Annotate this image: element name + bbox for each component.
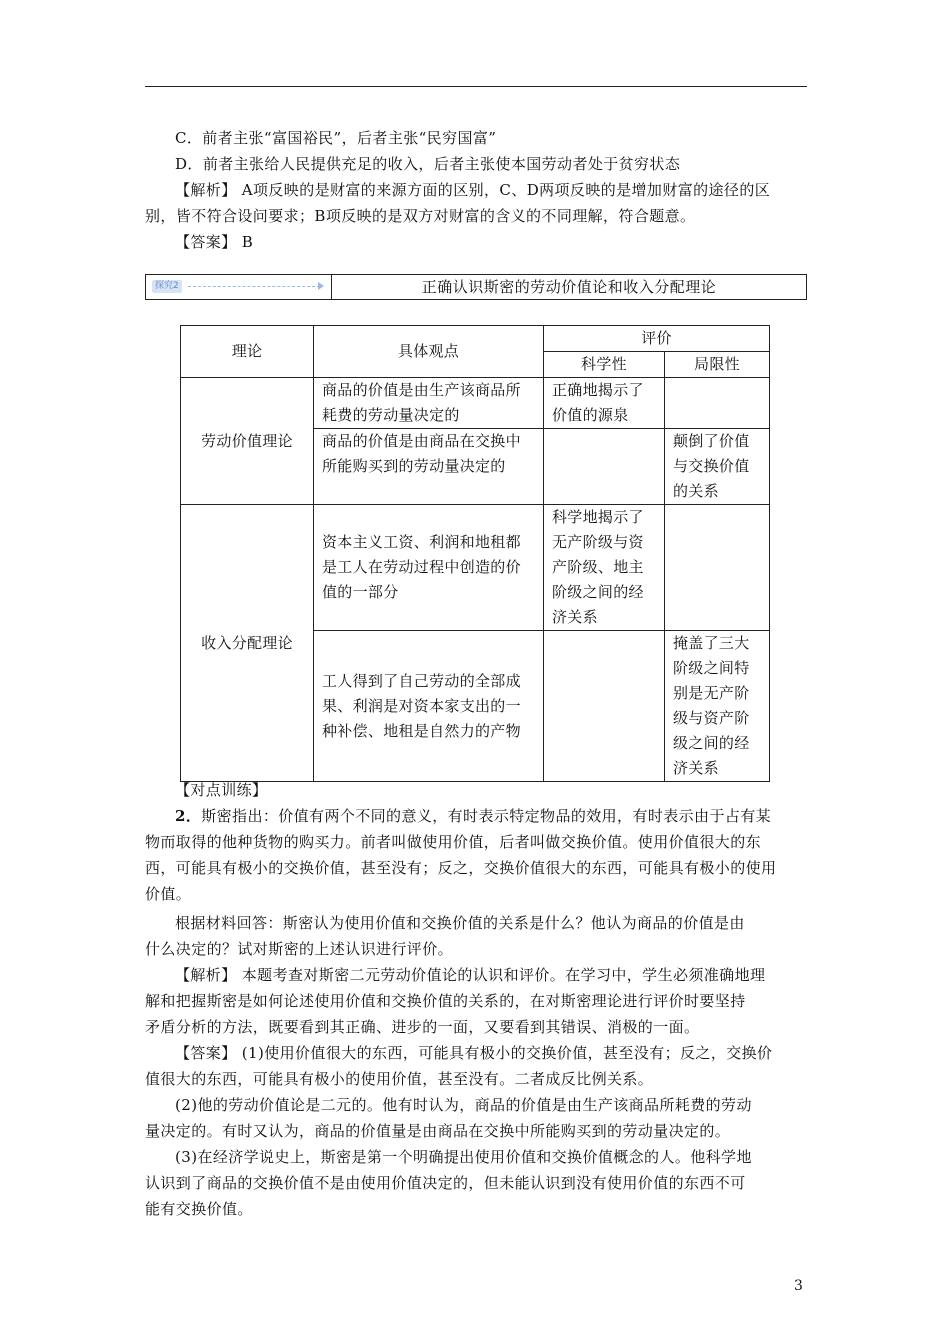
- header-theory: 理论: [181, 326, 314, 378]
- view-cell: 商品的价值是由商品在交换中所能购买到的劳动量决定的: [314, 429, 544, 505]
- answer2-line-4: 量决定的。有时又认为，商品的价值量是由商品在交换中所能购买到的劳动量决定的。: [145, 1122, 731, 1140]
- header-rule: [145, 86, 807, 87]
- arrow-icon: [318, 282, 324, 290]
- question-line-1: [175, 803, 807, 829]
- analysis-line-1: [175, 177, 807, 203]
- header-scientific: 科学性: [544, 352, 665, 378]
- answer2-line-3: (2)他的劳动价值论是二元的。他有时认为，商品的价值是由生产该商品所耗费的劳动: [175, 1096, 752, 1114]
- theory-table: [180, 325, 770, 782]
- option-d: D．前者主张给人民提供充足的收入，后者主张使本国劳动者处于贫穷状态: [175, 155, 681, 173]
- answer-line: [175, 229, 807, 255]
- section-banner: [145, 274, 807, 300]
- practice-heading: 【对点训练】: [175, 781, 268, 799]
- answer2-line-5: (3)在经济学说史上，斯密是第一个明确提出使用价值和交换价值概念的人。他科学地: [175, 1148, 752, 1166]
- analysis-line-2: 别，皆不符合设问要求；B项反映的是双方对财富的含义的不同理解，符合题意。: [145, 207, 696, 225]
- page-number: 3: [794, 1278, 803, 1294]
- analysis2-line-2: 解和把握斯密是如何论述使用价值和交换价值的关系的，在对斯密理论进行评价时要坚持: [145, 992, 746, 1010]
- analysis2-text: 本题考查对斯密二元劳动价值论的认识和评价。在学习中，学生必须准确地理: [236, 966, 766, 984]
- option-c: C．前者主张“富国裕民”，后者主张“民穷国富”: [175, 129, 497, 147]
- analysis-text: A项反映的是财富的来源方面的区别，C、D两项反映的是增加财富的途径的区: [236, 181, 771, 199]
- analysis2-line-1: [175, 962, 807, 988]
- explore-tag: 探究2: [152, 280, 182, 293]
- header-limitation: 局限性: [665, 352, 770, 378]
- ask-line-2: 什么决定的？试对斯密的上述认识进行评价。: [145, 940, 454, 958]
- answer2-line-6: 认识到了商品的交换价值不是由使用价值决定的，但未能认识到没有使用价值的东西不可: [145, 1174, 746, 1192]
- scientific-cell: 正确地揭示了价值的源泉: [544, 378, 665, 429]
- view-cell: 资本主义工资、利润和地租都是工人在劳动过程中创造的价值的一部分: [314, 505, 544, 631]
- banner-title: 正确认识斯密的劳动价值论和收入分配理论: [421, 278, 717, 296]
- scientific-cell: [544, 429, 665, 505]
- theory-labor-value: 劳动价值理论: [181, 378, 314, 505]
- analysis-label: 【解析】: [175, 181, 237, 199]
- question-line-3: 西，可能具有极小的交换价值，甚至没有；反之，交换价值很大的东西，可能具有极小的使用: [145, 859, 777, 877]
- header-evaluation: 评价: [544, 326, 770, 352]
- analysis2-label: 【解析】: [175, 966, 237, 984]
- analysis2-line-3: 矛盾分析的方法，既要看到其正确、进步的一面，又要看到其错误、消极的一面。: [145, 1018, 700, 1036]
- answer-value: B: [236, 233, 254, 251]
- question-line-2: 物而取得的他种货物的购买力。前者叫做使用价值，后者叫做交换价值。使用价值很大的东: [145, 833, 762, 851]
- dashed-arrow-line: [188, 286, 320, 287]
- answer2-text: (1)使用价值很大的东西，可能具有极小的交换价值，甚至没有；反之，交换价: [236, 1044, 773, 1062]
- answer2-line-7: 能有交换价值。: [145, 1200, 253, 1218]
- theory-income-distribution: 收入分配理论: [181, 505, 314, 782]
- limitation-cell: 掩盖了三大阶级之间特别是无产阶级与资产阶级之间的经济关系: [665, 631, 770, 782]
- question-text: 斯密指出：价值有两个不同的意义，有时表示特定物品的效用，有时表示由于占有某: [201, 807, 772, 825]
- banner-tag-cell: [146, 275, 332, 299]
- scientific-cell: 科学地揭示了无产阶级与资产阶级、地主阶级之间的经济关系: [544, 505, 665, 631]
- question-number: 2．: [175, 807, 202, 825]
- limitation-cell: [665, 505, 770, 631]
- view-cell: 工人得到了自己劳动的全部成果、利润是对资本家支出的一种补偿、地租是自然力的产物: [314, 631, 544, 782]
- header-views: 具体观点: [314, 326, 544, 378]
- limitation-cell: [665, 378, 770, 429]
- answer2-line-1: [175, 1040, 807, 1066]
- view-cell: 商品的价值是由生产该商品所耗费的劳动量决定的: [314, 378, 544, 429]
- answer2-label: 【答案】: [175, 1044, 237, 1062]
- question-line-4: 价值。: [145, 885, 192, 903]
- ask-line-1: 根据材料回答：斯密认为使用价值和交换价值的关系是什么？他认为商品的价值是由: [175, 914, 745, 932]
- answer-label: 【答案】: [175, 233, 237, 251]
- answer2-line-2: 值很大的东西，可能具有极小的使用价值，甚至没有。二者成反比例关系。: [145, 1070, 654, 1088]
- limitation-cell: 颠倒了价值与交换价值的关系: [665, 429, 770, 505]
- scientific-cell: [544, 631, 665, 782]
